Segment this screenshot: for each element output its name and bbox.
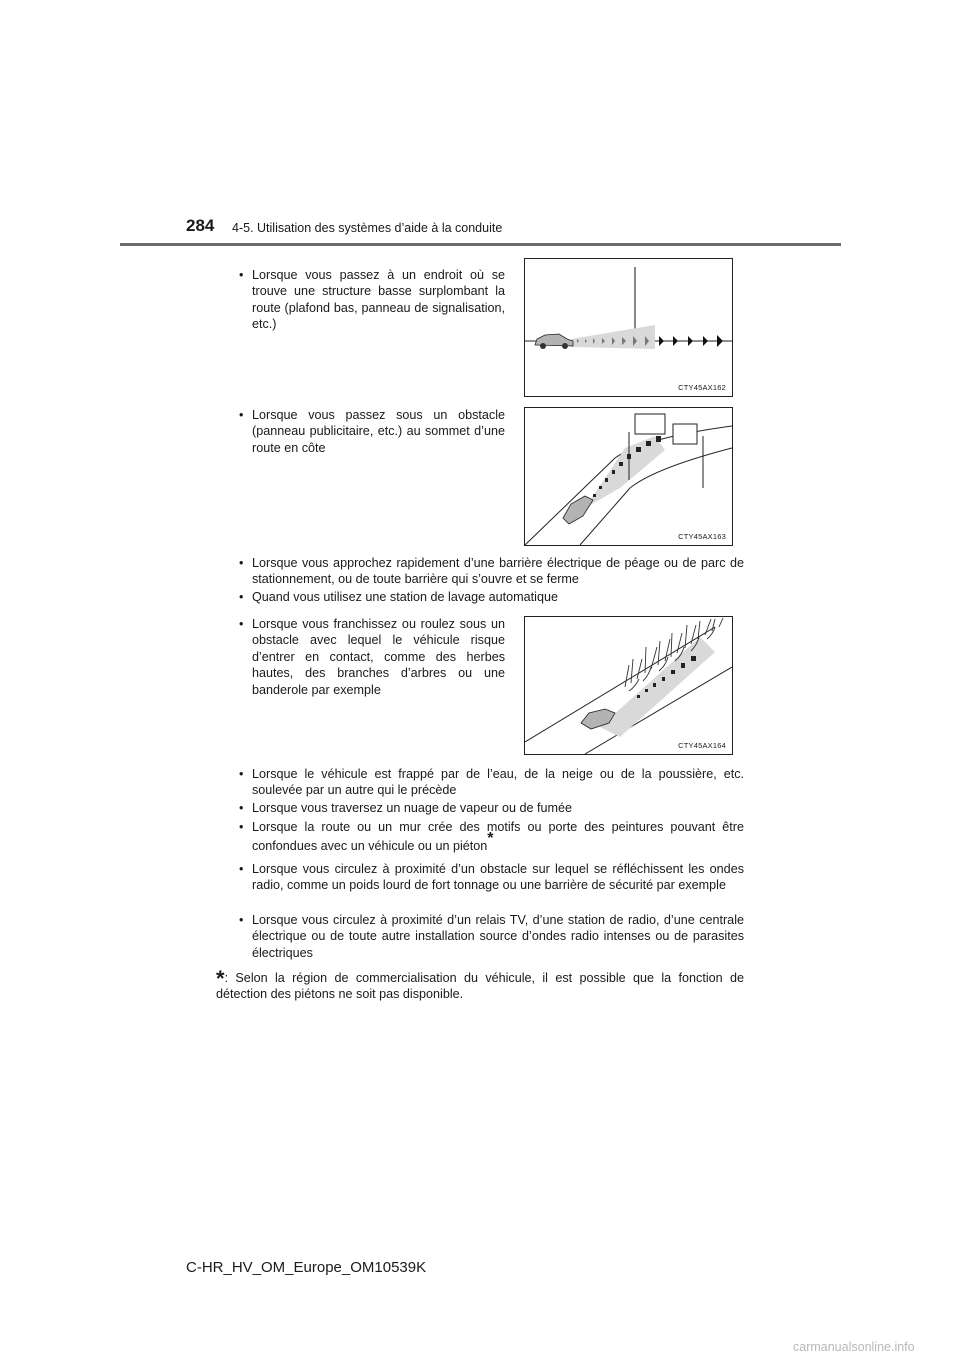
pedestrian-asterisk: * xyxy=(487,829,494,847)
bullet-hill-obstacle xyxy=(239,407,505,456)
bullet-text: Lorsque vous circulez à proximité d’un obstacle sur lequel se réfléchissent les ondes radio, comme un poids lourd de fort tonnage ou une barrière de sécurité par exemple xyxy=(252,862,744,893)
bullet-marker: • xyxy=(239,408,244,422)
bullet-radio-reflection xyxy=(239,861,744,894)
footnote xyxy=(216,966,744,1003)
bullet-text: Lorsque vous franchissez ou roulez sous un obstacle avec lequel le véhicule risque d’entrer en contact, comme des herbes hautes, des branches d’arbres ou une banderole par exemple xyxy=(252,617,505,697)
bullet-electric-barrier xyxy=(239,555,744,588)
bullet-steam-smoke xyxy=(239,800,744,816)
bullet-road-patterns xyxy=(239,818,744,856)
figure-low-structure xyxy=(524,258,733,397)
figure-code: CTY45AX164 xyxy=(678,741,726,750)
bullet-text: Quand vous utilisez une station de lavage automatique xyxy=(252,590,558,604)
bullet-text: Lorsque vous approchez rapidement d’une barrière électrique de péage ou de parc de stationnement, ou de toute barrière qui s’ouvre et se ferme xyxy=(252,556,744,587)
illustration-hill-obstacle xyxy=(525,408,732,545)
bullet-car-wash xyxy=(239,589,744,605)
header-rule xyxy=(120,243,841,246)
bullet-low-structure xyxy=(239,267,505,333)
bullet-text: Lorsque le véhicule est frappé par de l’eau, de la neige ou de la poussière, etc. soulevée par un autre qui le précède xyxy=(252,767,744,798)
bullet-marker: • xyxy=(239,767,244,781)
page-number: 284 xyxy=(186,216,215,235)
bullet-water-snow xyxy=(239,766,744,799)
illustration-low-structure xyxy=(525,259,732,396)
bullet-tall-grass xyxy=(239,616,505,698)
document-id: C-HR_HV_OM_Europe_OM10539K xyxy=(186,1259,427,1276)
bullet-marker: • xyxy=(239,617,244,631)
section-title: 4-5. Utilisation des systèmes d’aide à la conduite xyxy=(232,221,503,235)
bullet-text: Lorsque vous traversez un nuage de vapeur ou de fumée xyxy=(252,801,572,815)
bullet-marker: • xyxy=(239,801,244,815)
watermark: carmanualsonline.info xyxy=(793,1340,915,1354)
footnote-asterisk: * xyxy=(216,966,225,991)
bullet-marker: • xyxy=(239,268,244,282)
bullet-marker: • xyxy=(239,862,244,876)
figure-tall-grass xyxy=(524,616,733,755)
figure-code: CTY45AX162 xyxy=(678,383,726,392)
illustration-tall-grass xyxy=(525,617,732,754)
bullet-marker: • xyxy=(239,913,244,927)
figure-hill-obstacle xyxy=(524,407,733,546)
bullet-marker: • xyxy=(239,590,244,604)
bullet-radio-interference xyxy=(239,912,744,961)
footnote-text: : Selon la région de commercialisation du véhicule, il est possible que la fonction de détection des piétons ne soit pas disponible. xyxy=(216,971,744,1002)
bullet-text: Lorsque vous circulez à proximité d’un relais TV, d’une station de radio, d’une centrale électrique ou de toute autre installation source d’ondes radio intenses ou de parasites électriques xyxy=(252,913,744,960)
bullet-marker: • xyxy=(239,820,244,834)
figure-code: CTY45AX163 xyxy=(678,532,726,541)
bullet-marker: • xyxy=(239,556,244,570)
bullet-text: Lorsque vous passez à un endroit où se trouve une structure basse surplombant la route (plafond bas, panneau de signalisation, etc.) xyxy=(252,268,505,332)
bullet-text: Lorsque vous passez sous un obstacle (panneau publicitaire, etc.) au sommet d’une route en côte xyxy=(252,408,505,455)
bullet-text: Lorsque la route ou un mur crée des motifs ou porte des peintures pouvant être confondues avec un véhicule ou un piéton xyxy=(252,820,744,853)
